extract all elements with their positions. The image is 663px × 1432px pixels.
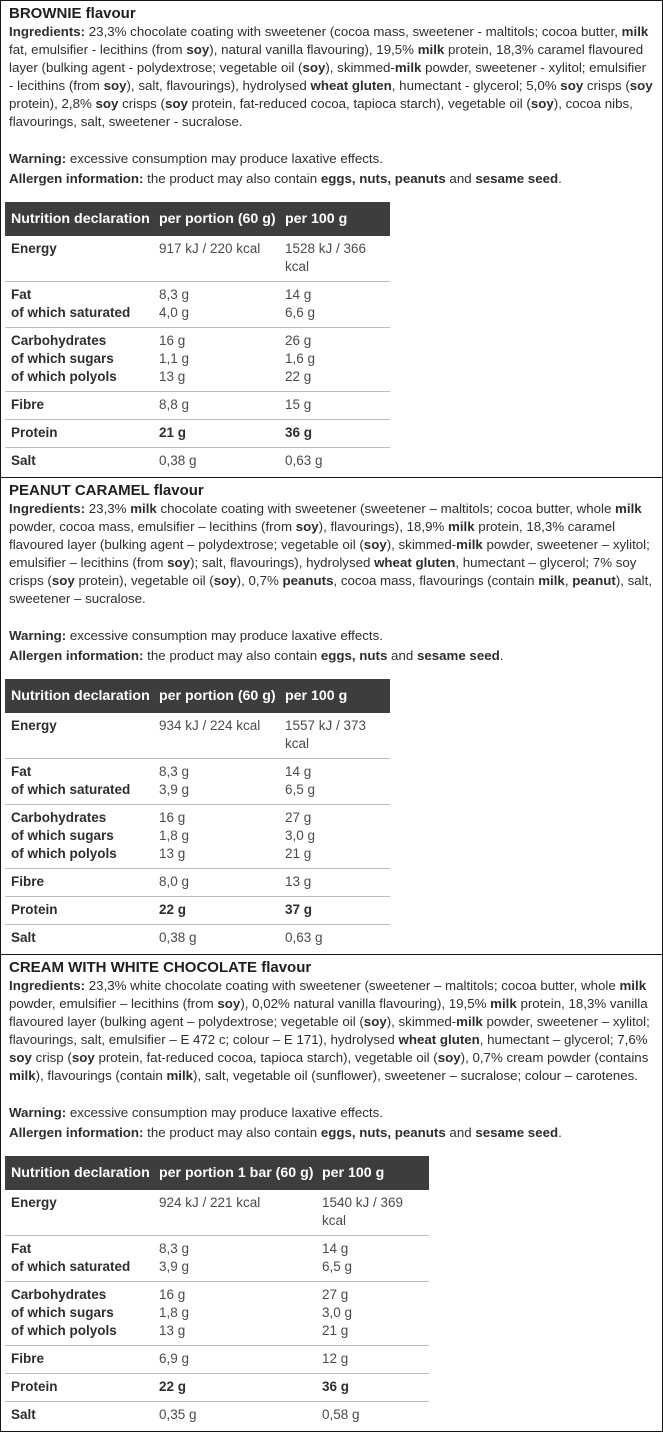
value-per-100g: 15 g bbox=[285, 397, 312, 412]
nutrient-label: of which polyols bbox=[11, 846, 117, 861]
nutrient-label: Fat bbox=[11, 287, 32, 302]
table-row-fat bbox=[5, 758, 390, 781]
value-per-100g: 3,0 g bbox=[285, 828, 316, 843]
value-per-portion: 1,8 g bbox=[159, 828, 190, 843]
table-row-sugars bbox=[5, 350, 390, 368]
nutrition-table-header bbox=[5, 202, 390, 236]
allergen-text: Allergen information: the product may also contain eggs, nuts and sesame seed. bbox=[9, 647, 504, 663]
nutrient-label: Energy bbox=[11, 718, 57, 733]
warning-text: Warning: excessive consumption may produce laxative effects. bbox=[9, 151, 383, 166]
table-row-energy bbox=[5, 236, 390, 281]
table-row-sugars bbox=[5, 1304, 429, 1322]
flavour-section-brownie bbox=[0, 0, 663, 478]
value-per-100g: 26 g bbox=[285, 333, 312, 348]
ingredients-text: Ingredients: 23,3% milk chocolate coating with sweetener (sweetener – maltitols; cocoa butter, whole milk powder, cocoa mass, emulsifier – lecithins (from soy), flavourings), 18,9% milk protein, 18,3% caramel flavoured layer (bulking agent – polydextrose; vegetable oil (soy), skimmed-milk powder, sweetener – xylitol; emulsifier – lecithins (from soy); salt, flavourings), hydrolysed wheat gluten, humectant – glycerol; 7% soy crisps (soy protein), vegetable oil (soy), 0,7% peanuts, cocoa mass, flavourings (contain milk, peanut), salt, sweetener – sucralose. bbox=[9, 501, 653, 606]
table-row-protein bbox=[5, 1373, 429, 1401]
warning-text: Warning: excessive consumption may produce laxative effects. bbox=[9, 628, 383, 643]
value-per-portion: 8,3 g bbox=[159, 764, 190, 779]
flavour-heading: BROWNIE flavour bbox=[9, 5, 136, 22]
value-per-portion: 13 g bbox=[159, 1323, 186, 1338]
value-per-100g: 0,58 g bbox=[322, 1407, 360, 1422]
value-per-100g: 14 g bbox=[322, 1241, 349, 1256]
nutrient-label: Carbohydrates bbox=[11, 333, 107, 348]
nutrient-label: Fibre bbox=[11, 1351, 45, 1366]
value-per-100g: 12 g bbox=[322, 1351, 349, 1366]
header-per-portion: per portion (60 g) bbox=[159, 211, 276, 227]
table-row-carbohydrates bbox=[5, 327, 390, 350]
notes-block bbox=[4, 149, 659, 188]
value-per-portion: 6,9 g bbox=[159, 1351, 190, 1366]
value-per-portion: 917 kJ / 220 kcal bbox=[159, 241, 261, 256]
flavour-heading: PEANUT CARAMEL flavour bbox=[9, 482, 204, 499]
header-nutrition-declaration: Nutrition declaration bbox=[11, 211, 150, 227]
value-per-100g: 36 g bbox=[285, 425, 313, 440]
nutrient-label: of which polyols bbox=[11, 1323, 117, 1338]
value-per-portion: 4,0 g bbox=[159, 305, 190, 320]
table-row-polyols bbox=[5, 1322, 429, 1345]
table-row-saturated bbox=[5, 304, 390, 327]
table-row-fibre bbox=[5, 868, 390, 896]
nutrient-label: Fibre bbox=[11, 397, 45, 412]
header-nutrition-declaration: Nutrition declaration bbox=[11, 1165, 150, 1181]
table-row-fibre bbox=[5, 1345, 429, 1373]
nutrient-label: of which sugars bbox=[11, 351, 114, 366]
value-per-portion: 0,38 g bbox=[159, 930, 197, 945]
value-per-100g: 6,6 g bbox=[285, 305, 316, 320]
table-row-polyols bbox=[5, 845, 390, 868]
header-nutrition-declaration: Nutrition declaration bbox=[11, 688, 150, 704]
value-per-100g: 6,5 g bbox=[322, 1259, 353, 1274]
nutrient-label: Salt bbox=[11, 930, 36, 945]
value-per-portion: 934 kJ / 224 kcal bbox=[159, 718, 261, 733]
table-row-carbohydrates bbox=[5, 1281, 429, 1304]
value-per-100g: 3,0 g bbox=[322, 1305, 353, 1320]
nutrient-label: Protein bbox=[11, 902, 58, 917]
nutrition-table bbox=[5, 202, 390, 474]
value-per-portion: 1,1 g bbox=[159, 351, 190, 366]
flavour-section-peanut-caramel bbox=[0, 477, 663, 955]
table-row-protein bbox=[5, 896, 390, 924]
value-per-portion: 16 g bbox=[159, 810, 186, 825]
value-per-portion: 21 g bbox=[159, 425, 187, 440]
nutrient-label: Fat bbox=[11, 1241, 32, 1256]
value-per-portion: 16 g bbox=[159, 1287, 186, 1302]
header-per-100g: per 100 g bbox=[322, 1165, 385, 1181]
value-per-100g: 27 g bbox=[285, 810, 312, 825]
table-row-energy bbox=[5, 713, 390, 758]
value-per-portion: 924 kJ / 221 kcal bbox=[159, 1195, 261, 1210]
value-per-portion: 3,9 g bbox=[159, 1259, 190, 1274]
warning-text: Warning: excessive consumption may produce laxative effects. bbox=[9, 1105, 383, 1120]
value-per-100g: 1528 kJ / 366 kcal bbox=[285, 241, 367, 274]
nutrient-label: Protein bbox=[11, 1379, 58, 1394]
table-row-fat bbox=[5, 1235, 429, 1258]
value-per-portion: 22 g bbox=[159, 902, 187, 917]
allergen-text: Allergen information: the product may also contain eggs, nuts, peanuts and sesame seed. bbox=[9, 1124, 562, 1140]
table-row-fat bbox=[5, 281, 390, 304]
nutrient-label: Fibre bbox=[11, 874, 45, 889]
value-per-100g: 36 g bbox=[322, 1379, 350, 1394]
flavour-section-cream-white-chocolate bbox=[0, 954, 663, 1432]
value-per-portion: 0,38 g bbox=[159, 453, 197, 468]
value-per-100g: 1,6 g bbox=[285, 351, 316, 366]
table-row-fibre bbox=[5, 391, 390, 419]
value-per-portion: 22 g bbox=[159, 1379, 187, 1394]
header-per-100g: per 100 g bbox=[285, 211, 348, 227]
table-row-energy bbox=[5, 1190, 429, 1235]
value-per-portion: 13 g bbox=[159, 846, 186, 861]
nutrient-label: Energy bbox=[11, 1195, 57, 1210]
value-per-portion: 13 g bbox=[159, 369, 186, 384]
nutrient-label: of which saturated bbox=[11, 1259, 131, 1274]
nutrition-table bbox=[5, 1156, 429, 1428]
value-per-100g: 21 g bbox=[285, 846, 312, 861]
table-row-saturated bbox=[5, 1258, 429, 1281]
nutrition-table bbox=[5, 679, 390, 951]
value-per-portion: 3,9 g bbox=[159, 782, 190, 797]
nutrient-label: Carbohydrates bbox=[11, 1287, 107, 1302]
value-per-100g: 14 g bbox=[285, 764, 312, 779]
nutrient-label: Salt bbox=[11, 1407, 36, 1422]
table-row-salt bbox=[5, 1401, 429, 1428]
notes-block bbox=[4, 626, 659, 665]
value-per-100g: 1540 kJ / 369 kcal bbox=[322, 1195, 404, 1228]
table-row-salt bbox=[5, 447, 390, 474]
table-row-sugars bbox=[5, 827, 390, 845]
value-per-portion: 16 g bbox=[159, 333, 186, 348]
notes-block bbox=[4, 1103, 659, 1142]
value-per-100g: 6,5 g bbox=[285, 782, 316, 797]
value-per-100g: 0,63 g bbox=[285, 453, 323, 468]
nutrient-label: of which saturated bbox=[11, 305, 131, 320]
nutrient-label: Fat bbox=[11, 764, 32, 779]
nutrient-label: Energy bbox=[11, 241, 57, 256]
value-per-portion: 8,3 g bbox=[159, 1241, 190, 1256]
nutrient-label: Carbohydrates bbox=[11, 810, 107, 825]
nutrient-label: of which saturated bbox=[11, 782, 131, 797]
value-per-portion: 8,0 g bbox=[159, 874, 190, 889]
nutrient-label: of which sugars bbox=[11, 828, 114, 843]
value-per-100g: 27 g bbox=[322, 1287, 349, 1302]
flavour-heading: CREAM WITH WHITE CHOCOLATE flavour bbox=[9, 959, 312, 976]
value-per-100g: 37 g bbox=[285, 902, 313, 917]
value-per-portion: 1,8 g bbox=[159, 1305, 190, 1320]
value-per-100g: 22 g bbox=[285, 369, 312, 384]
table-row-protein bbox=[5, 419, 390, 447]
nutrient-label: Protein bbox=[11, 425, 58, 440]
table-row-carbohydrates bbox=[5, 804, 390, 827]
value-per-100g: 0,63 g bbox=[285, 930, 323, 945]
nutrient-label: Salt bbox=[11, 453, 36, 468]
header-per-portion: per portion 1 bar (60 g) bbox=[159, 1165, 314, 1181]
value-per-portion: 8,3 g bbox=[159, 287, 190, 302]
value-per-100g: 14 g bbox=[285, 287, 312, 302]
header-per-portion: per portion (60 g) bbox=[159, 688, 276, 704]
header-per-100g: per 100 g bbox=[285, 688, 348, 704]
table-row-polyols bbox=[5, 368, 390, 391]
table-row-salt bbox=[5, 924, 390, 951]
value-per-100g: 13 g bbox=[285, 874, 312, 889]
nutrition-table-header bbox=[5, 1156, 429, 1190]
ingredients-text: Ingredients: 23,3% white chocolate coating with sweetener (sweetener – maltitols; cocoa butter, whole milk powder, emulsifier – lecithins (from soy), 0,02% natural vanilla flavouring), 19,5% milk protein, 18,3% vanilla flavoured layer (bulking agent – polydextrose; vegetable oil (soy), skimmed-milk powder, sweetener – xylitol; flavourings, salt, emulsifier – E 472 c; colour – E 171), hydrolysed wheat gluten, humectant – glycerol; 7,6% soy crisp (soy protein, fat-reduced cocoa, tapioca starch), vegetable oil (soy), 0,7% cream powder (contains milk), flavourings (contain milk), salt, vegetable oil (sunflower), sweetener – sucralose; colour – carotenes. bbox=[9, 978, 650, 1083]
ingredients-text: Ingredients: 23,3% chocolate coating with sweetener (cocoa mass, sweetener - maltitols; cocoa butter, milk fat, emulsifier - lecithins (from soy), natural vanilla flavouring), 19,5% milk protein, 18,3% caramel flavoured layer (bulking agent - polydextrose; vegetable oil (soy), skimmed-milk powder, sweetener - xylitol; emulsifier - lecithins (from soy), salt, flavourings), hydrolysed wheat gluten, humectant - glycerol; 5,0% soy crisps (soy protein), 2,8% soy crisps (soy protein, fat-reduced cocoa, tapioca starch), vegetable oil (soy), cocoa nibs, flavourings, salt, sweetener - sucralose. bbox=[9, 24, 653, 129]
value-per-portion: 8,8 g bbox=[159, 397, 190, 412]
nutrition-table-header bbox=[5, 679, 390, 713]
value-per-100g: 21 g bbox=[322, 1323, 349, 1338]
table-row-saturated bbox=[5, 781, 390, 804]
nutrient-label: of which sugars bbox=[11, 1305, 114, 1320]
value-per-portion: 0,35 g bbox=[159, 1407, 197, 1422]
allergen-text: Allergen information: the product may also contain eggs, nuts, peanuts and sesame seed. bbox=[9, 170, 562, 186]
nutrient-label: of which polyols bbox=[11, 369, 117, 384]
value-per-100g: 1557 kJ / 373 kcal bbox=[285, 718, 367, 751]
